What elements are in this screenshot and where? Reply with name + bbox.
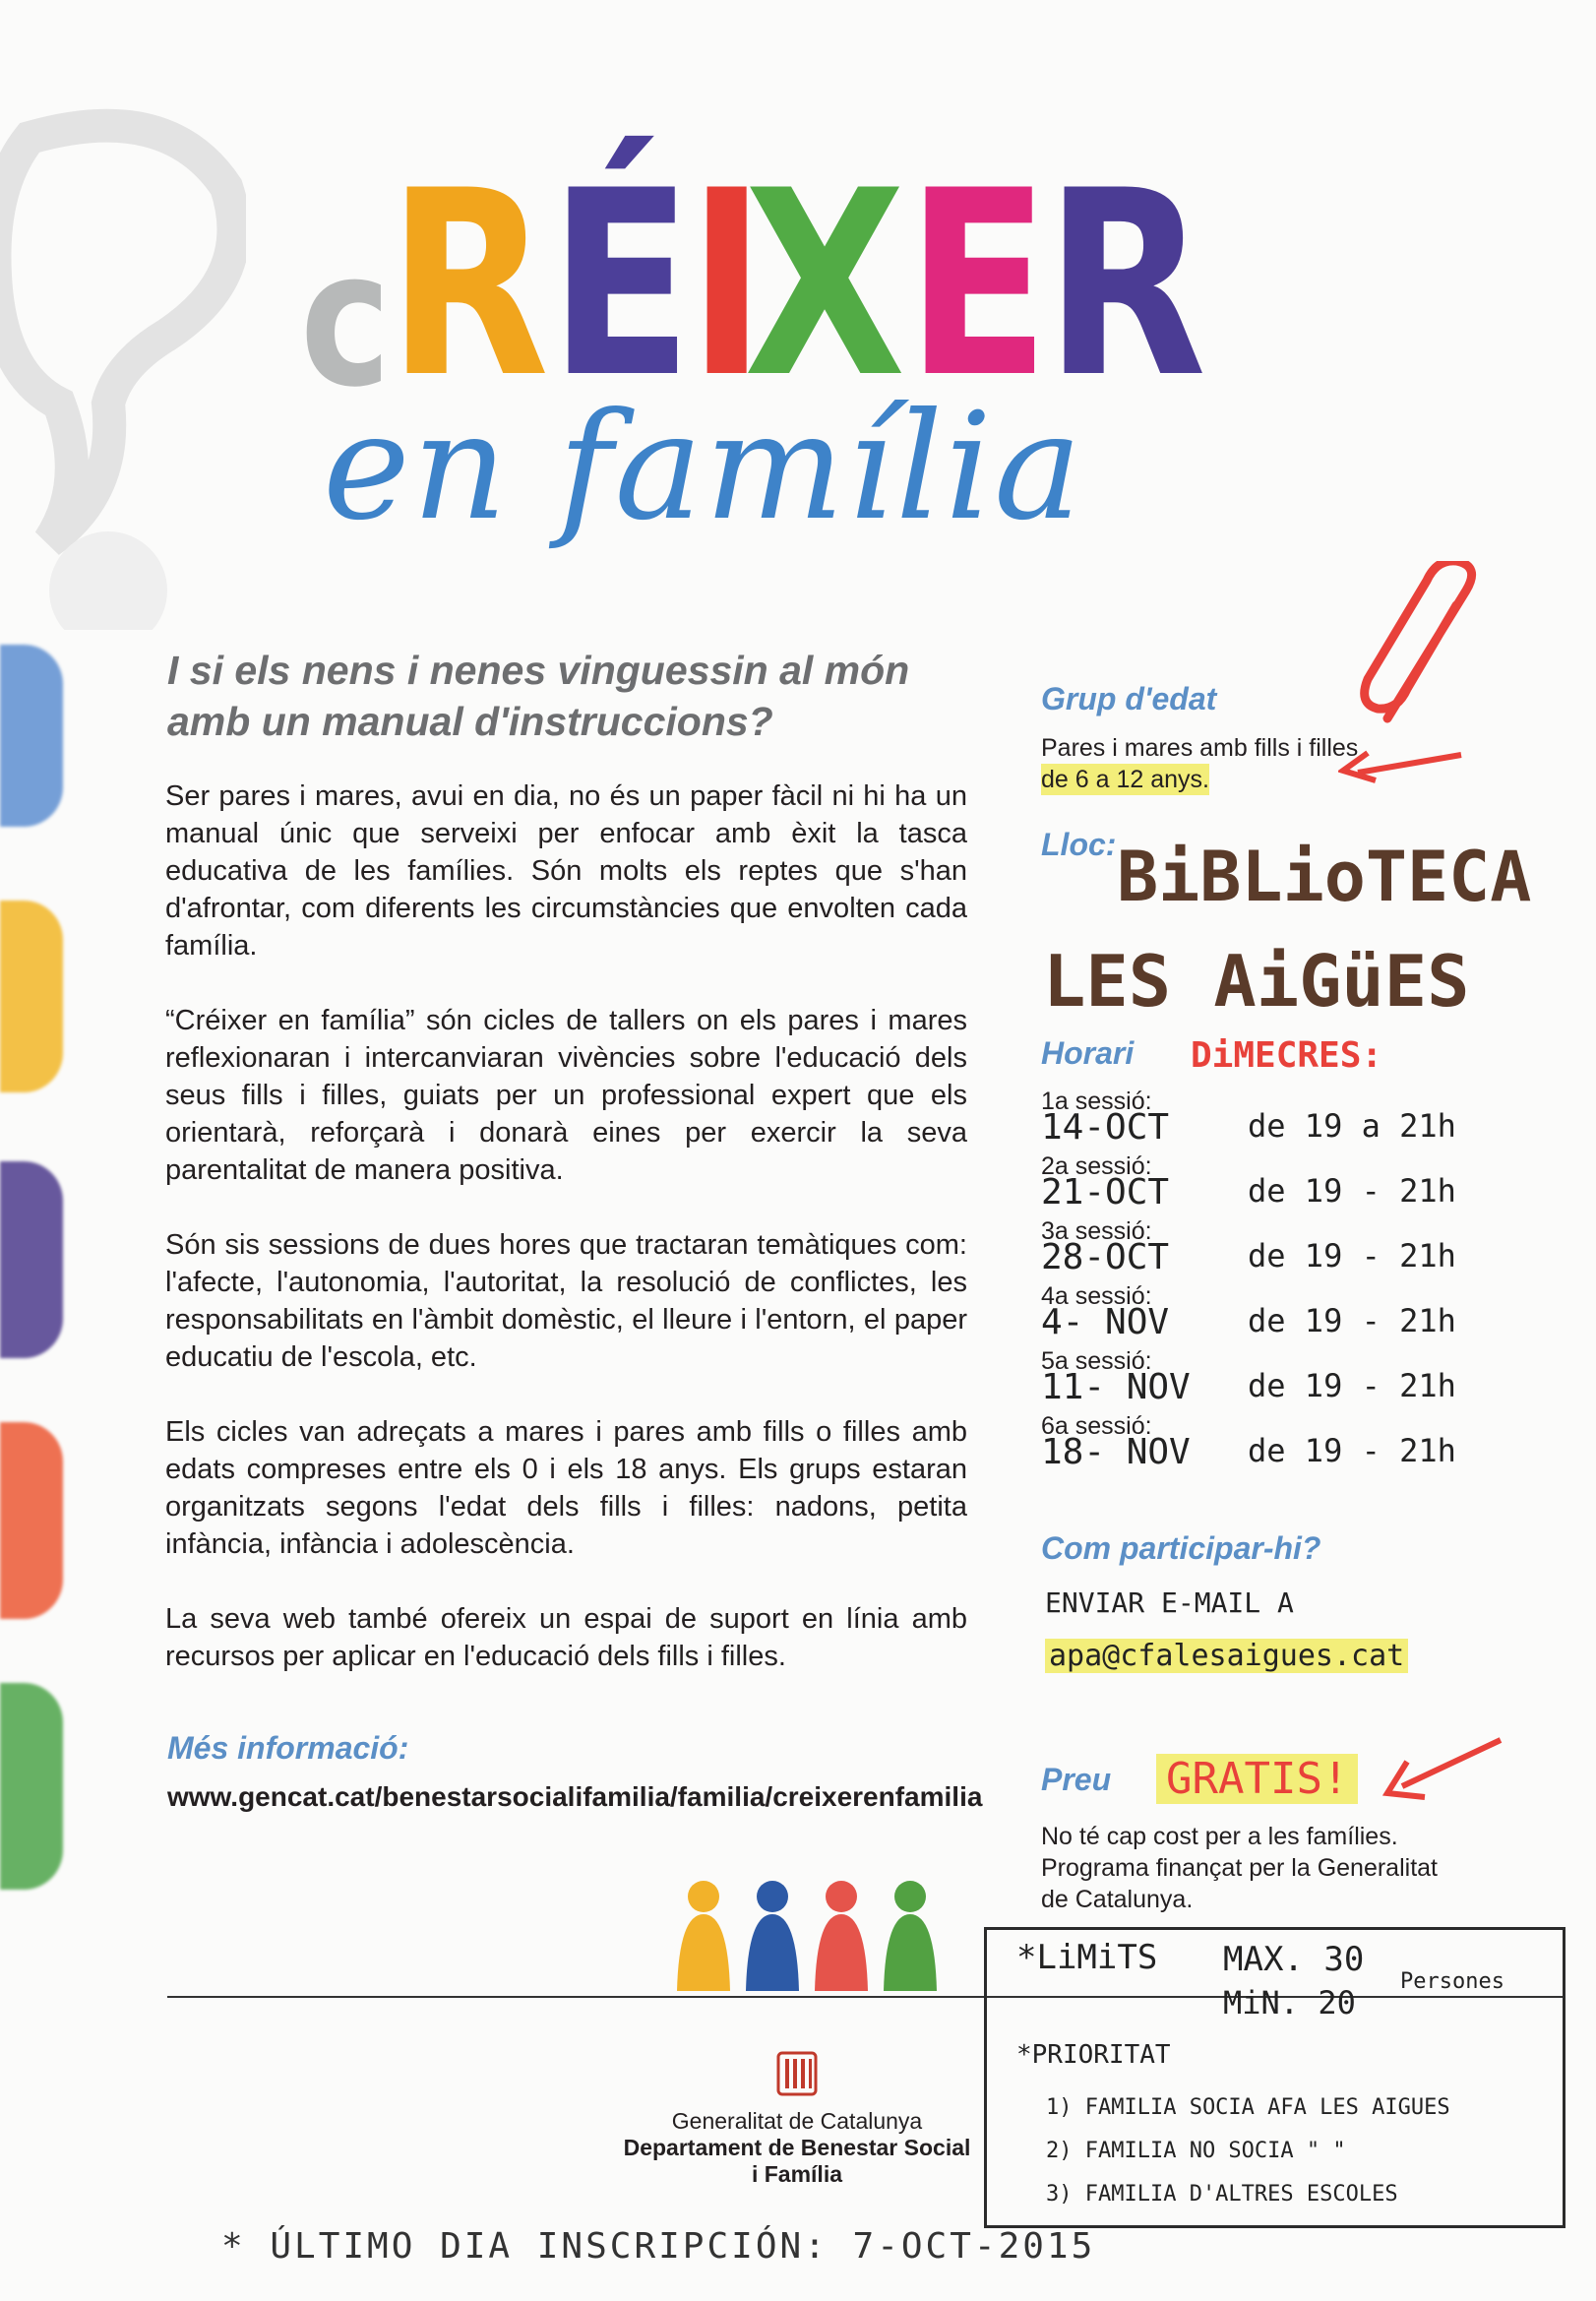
- session-date: 28-OCT: [1041, 1237, 1170, 1277]
- participate-email[interactable]: apa@cfalesaigues.cat: [1045, 1639, 1408, 1673]
- session-time: de 19 - 21h: [1248, 1367, 1456, 1404]
- price-line: No té cap cost per a les famílies.: [1041, 1823, 1398, 1850]
- crayon-mark-green: [0, 1683, 63, 1890]
- price-text: [1041, 1821, 1438, 1915]
- schedule-day-handwritten: DiMECRES:: [1191, 1035, 1383, 1076]
- department-name: i Família: [751, 2161, 843, 2187]
- arrow-mark-icon: [1378, 1732, 1505, 1811]
- page-subtitle: en família: [323, 382, 1084, 553]
- session-item: [1041, 1150, 1494, 1215]
- age-group-text: [1041, 732, 1358, 795]
- title-letter: I: [688, 137, 762, 434]
- generalitat-logo-icon: [772, 2049, 822, 2098]
- participate-heading: Com participar-hi?: [1041, 1530, 1321, 1566]
- participate-handwritten: ENVIAR E-MAIL A: [1045, 1586, 1294, 1619]
- crayon-mark-red: [0, 1422, 63, 1619]
- session-date: 18- NOV: [1041, 1432, 1191, 1472]
- session-item: [1041, 1345, 1494, 1410]
- age-group-line: de 6 a 12 anys.: [1041, 766, 1209, 793]
- arrow-mark-icon: [1338, 733, 1466, 792]
- session-date: 14-OCT: [1041, 1107, 1170, 1148]
- headline: [167, 645, 1004, 747]
- paragraph: “Créixer en família” són cicles de tallers on els pares i mares reflexionaran i intercanviaran vivències sobre l'educació dels seus fills i filles, guiats per un professional expert que els orientarà, reforçarà i donarà eines per exercir la seva parentalitat de manera positiva.: [165, 1005, 967, 1186]
- session-label: 1a sessió:: [1041, 1088, 1152, 1115]
- priority-item: 3) FAMILIA D'ALTRES ESCOLES: [1046, 2182, 1398, 2207]
- headline-line: I si els nens i nenes vinguessin al món: [167, 648, 910, 693]
- limits-label: *LiMiTS: [1016, 1938, 1158, 1977]
- price-line: de Catalunya.: [1041, 1886, 1194, 1913]
- session-time: de 19 - 21h: [1248, 1172, 1456, 1210]
- age-group-heading: Grup d'edat: [1041, 681, 1217, 716]
- paragraph: Són sis sessions de dues hores que tractaran temàtiques com: l'afecte, l'autonomia, l'autoritat, la resolució de conflictes, les responsabilitats en l'àmbit domèstic, el lleure i l'entorn, el paper educatiu de l'escola, etc.: [165, 1229, 967, 1373]
- place-heading: Lloc:: [1041, 827, 1117, 862]
- department-name: Departament de Benestar Social: [623, 2135, 971, 2160]
- session-time: de 19 - 21h: [1248, 1432, 1456, 1469]
- title-letter: E: [905, 137, 1045, 434]
- more-info-label: Més informació:: [167, 1730, 409, 1766]
- price-heading: Preu: [1041, 1762, 1112, 1797]
- speech-bubble-graphic: [0, 79, 246, 630]
- session-label: 6a sessió:: [1041, 1412, 1152, 1440]
- paragraph: La seva web també ofereix un espai de suport en línia amb recursos per aplicar en l'educació dels fills i filles.: [165, 1603, 967, 1672]
- priority-item: 2) FAMILIA NO SOCIA " ": [1046, 2139, 1346, 2163]
- title-letter: c: [300, 211, 387, 428]
- session-item: [1041, 1280, 1494, 1345]
- session-label: 5a sessió:: [1041, 1347, 1152, 1375]
- session-time: de 19 - 21h: [1248, 1302, 1456, 1339]
- paperclip-icon: [1348, 561, 1496, 738]
- government-name: Generalitat de Catalunya: [671, 2108, 923, 2134]
- department-signature: [581, 2108, 1013, 2188]
- session-label: 2a sessió:: [1041, 1152, 1152, 1180]
- title-letter: É: [548, 137, 688, 434]
- crayon-mark-purple: [0, 1161, 63, 1358]
- figure-red: [815, 1881, 868, 1991]
- session-item: [1041, 1086, 1494, 1150]
- price-line: Programa finançat per la Generalitat: [1041, 1854, 1438, 1882]
- page-title: [300, 118, 1237, 434]
- body-text: [165, 777, 967, 1712]
- crayon-mark-blue: [0, 645, 63, 827]
- figure-green: [884, 1881, 937, 1991]
- paragraph: Ser pares i mares, avui en dia, no és un paper fàcil ni hi ha un manual únic que serveixi per enfocar amb èxit la tasca educativa de les famílies. Són molts els reptes que s'han d'afrontar, com diferents les circumstàncies que envolten cada família.: [165, 780, 967, 962]
- session-date: 11- NOV: [1041, 1367, 1191, 1407]
- age-group-line: Pares i mares amb fills i filles: [1041, 734, 1359, 762]
- limits-max: MAX. 30: [1223, 1940, 1365, 1979]
- session-time: de 19 - 21h: [1248, 1237, 1456, 1275]
- session-time: de 19 a 21h: [1248, 1107, 1456, 1145]
- title-letter: R: [387, 137, 544, 434]
- limits-box: [984, 1927, 1565, 2228]
- figure-blue: [746, 1881, 799, 1991]
- priority-item: 1) FAMILIA SOCIA AFA LES AIGUES: [1046, 2095, 1450, 2120]
- crayon-mark-yellow: [0, 901, 63, 1092]
- figure-orange: [677, 1881, 730, 1991]
- limits-persons: Persones: [1400, 1969, 1504, 1994]
- priority-label: *PRIORITAT: [1016, 2040, 1171, 2070]
- place-handwritten: BiBLioTECA: [1117, 837, 1532, 917]
- title-letter: R: [1045, 137, 1202, 434]
- family-figures-graphic: [669, 1875, 954, 1993]
- session-item: [1041, 1215, 1494, 1280]
- session-label: 3a sessió:: [1041, 1217, 1152, 1245]
- limits-min: MiN. 20: [1223, 1984, 1356, 2021]
- place-handwritten: LES AiGüES: [1043, 940, 1470, 1023]
- session-date: 4- NOV: [1041, 1302, 1170, 1342]
- session-list: [1041, 1086, 1494, 1475]
- paragraph: Els cicles van adreçats a mares i pares amb fills o filles amb edats compreses entre els 0 i els 18 anys. Els grups estaran organitzats segons l'edat dels fills i filles: nadons, petita infància, infància i adolescència.: [165, 1416, 967, 1560]
- deadline-handwritten: * ÚLTIMO DIA INSCRIPCIÓN: 7-OCT-2015: [221, 2226, 1096, 2267]
- more-info-link[interactable]: www.gencat.cat/benestarsocialifamilia/familia/creixerenfamilia: [167, 1781, 983, 1812]
- schedule-heading: Horari: [1041, 1035, 1135, 1071]
- session-date: 21-OCT: [1041, 1172, 1170, 1213]
- session-label: 4a sessió:: [1041, 1282, 1152, 1310]
- headline-line: amb un manual d'instruccions?: [167, 699, 773, 744]
- title-letter: X: [744, 137, 901, 434]
- price-handwritten: GRATIS!: [1156, 1754, 1358, 1804]
- session-item: [1041, 1410, 1494, 1475]
